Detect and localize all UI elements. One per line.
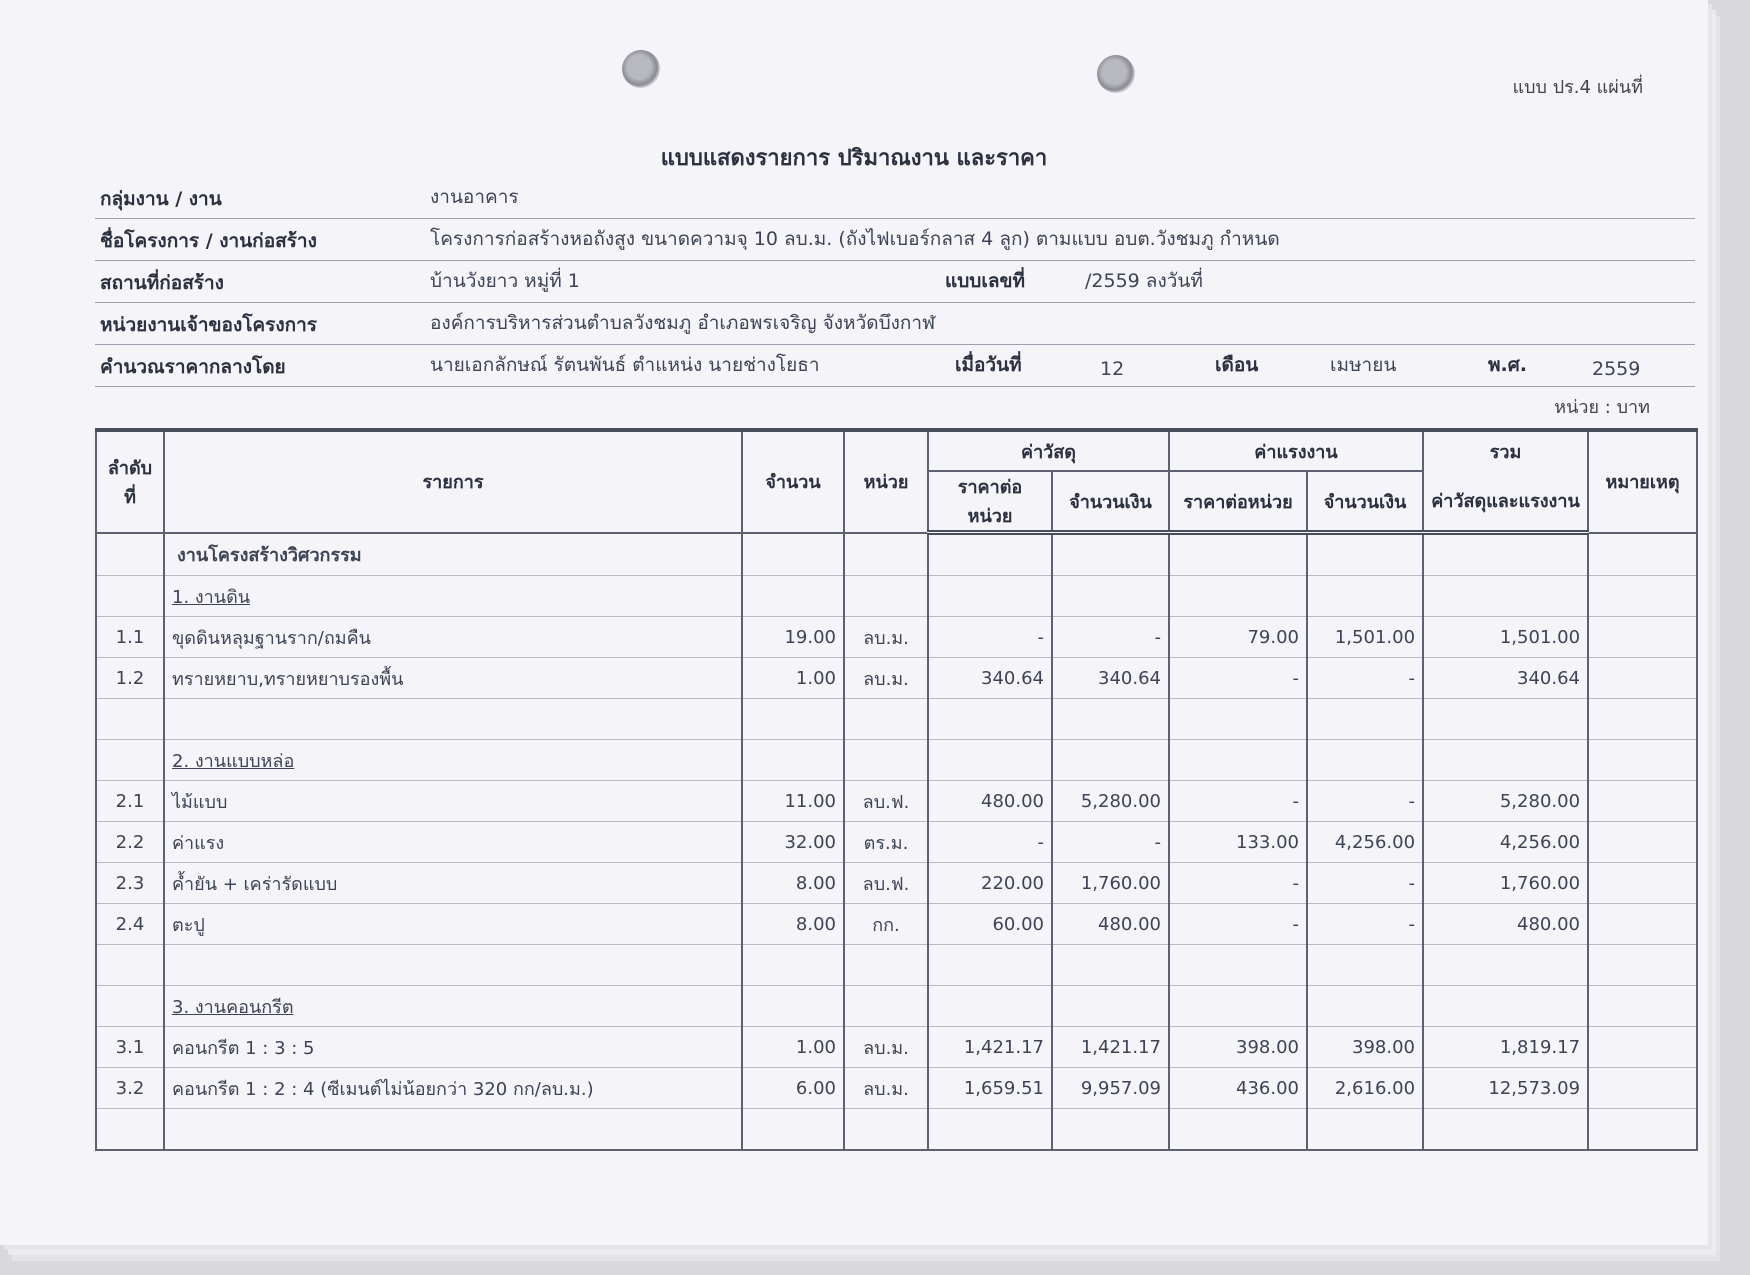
row-mat-amount: [1052, 1109, 1169, 1151]
row-qty: [742, 740, 844, 781]
row-total: 1,819.17: [1423, 1027, 1588, 1068]
row-unit: ลบ.ฟ.: [844, 781, 928, 822]
table-row: [96, 822, 1697, 863]
table-row: [96, 1027, 1697, 1068]
col-total-sub-header: ค่าวัสดุและแรงงาน: [1423, 471, 1588, 533]
row-remark: [1588, 781, 1697, 822]
row-lab-price: [1169, 945, 1307, 986]
row-lab-amount: -: [1307, 781, 1423, 822]
row-desc: ค้ำยัน + เคร่ารัดแบบ: [164, 863, 742, 904]
boq-table: [95, 428, 1698, 1151]
row-total: 1,501.00: [1423, 617, 1588, 658]
row-remark: [1588, 740, 1697, 781]
row-lab-amount: 1,501.00: [1307, 617, 1423, 658]
row-total: 12,573.09: [1423, 1068, 1588, 1109]
row-mat-price: [928, 945, 1052, 986]
row-total: [1423, 740, 1588, 781]
location-label: สถานที่ก่อสร้าง: [100, 272, 224, 294]
punch-hole: [1097, 55, 1135, 93]
row-no: 2.3: [96, 863, 164, 904]
row-qty: 32.00: [742, 822, 844, 863]
row-mat-price: [928, 576, 1052, 617]
project-value: โครงการก่อสร้างหอถังสูง ขนาดความจุ 10 ลบ.ม. (ถังไฟเบอร์กลาส 4 ลูก) ตามแบบ อบต.วังชมภู กำหนด: [430, 228, 1280, 250]
row-lab-amount: [1307, 986, 1423, 1027]
row-lab-price: [1169, 533, 1307, 576]
col-mat-price-header: ราคาต่อหน่วย: [928, 471, 1052, 533]
row-unit: ลบ.ฟ.: [844, 863, 928, 904]
row-unit: ลบ.ม.: [844, 658, 928, 699]
row-lab-amount: 398.00: [1307, 1027, 1423, 1068]
row-no: [96, 699, 164, 740]
project-label: ชื่อโครงการ / งานก่อสร้าง: [100, 230, 317, 252]
row-qty: [742, 1109, 844, 1151]
row-remark: [1588, 1068, 1697, 1109]
table-row: [96, 904, 1697, 945]
plan-number-value: /2559 ลงวันที่: [1085, 270, 1203, 292]
col-unit-header: หน่วย: [844, 430, 928, 533]
form-number: แบบ ปร.4 แผ่นที่: [1512, 77, 1643, 98]
row-remark: [1588, 904, 1697, 945]
row-lab-price: -: [1169, 904, 1307, 945]
row-total: 480.00: [1423, 904, 1588, 945]
col-lab-price-header: ราคาต่อหน่วย: [1169, 471, 1307, 533]
row-qty: [742, 945, 844, 986]
row-desc: งานโครงสร้างวิศวกรรม: [164, 533, 742, 576]
section-row: [96, 533, 1697, 576]
row-remark: [1588, 617, 1697, 658]
row-no: 2.4: [96, 904, 164, 945]
col-total-header: รวม: [1423, 430, 1588, 471]
row-lab-amount: [1307, 576, 1423, 617]
row-remark: [1588, 822, 1697, 863]
row-no: [96, 740, 164, 781]
row-lab-amount: 2,616.00: [1307, 1068, 1423, 1109]
group-row: [96, 740, 1697, 781]
row-mat-amount: [1052, 699, 1169, 740]
row-qty: [742, 533, 844, 576]
col-mat-amount-header: จำนวนเงิน: [1052, 471, 1169, 533]
row-no: 2.2: [96, 822, 164, 863]
row-mat-amount: [1052, 986, 1169, 1027]
row-no: 1.1: [96, 617, 164, 658]
row-mat-price: [928, 740, 1052, 781]
group-row: [96, 576, 1697, 617]
row-lab-price: -: [1169, 658, 1307, 699]
unit-note: หน่วย : บาท: [1554, 397, 1650, 418]
row-mat-price: [928, 699, 1052, 740]
table-row: [96, 1068, 1697, 1109]
row-mat-amount: 5,280.00: [1052, 781, 1169, 822]
owner-label: หน่วยงานเจ้าของโครงการ: [100, 314, 317, 336]
row-desc: ไม้แบบ: [164, 781, 742, 822]
row-qty: [742, 576, 844, 617]
group-value: งานอาคาร: [430, 186, 519, 208]
row-total: 1,760.00: [1423, 863, 1588, 904]
row-unit: [844, 1109, 928, 1151]
row-mat-amount: [1052, 945, 1169, 986]
month-value: เมษายน: [1330, 354, 1397, 376]
row-qty: 8.00: [742, 863, 844, 904]
row-no: [96, 986, 164, 1027]
row-lab-amount: -: [1307, 904, 1423, 945]
header-row-project: [95, 220, 1695, 261]
row-unit: [844, 986, 928, 1027]
blank-row: [96, 699, 1697, 740]
row-total: 4,256.00: [1423, 822, 1588, 863]
row-remark: [1588, 658, 1697, 699]
row-remark: [1588, 699, 1697, 740]
punch-hole: [622, 50, 660, 88]
row-lab-amount: [1307, 699, 1423, 740]
row-desc: 2. งานแบบหล่อ: [164, 740, 742, 781]
row-qty: 1.00: [742, 1027, 844, 1068]
row-qty: 11.00: [742, 781, 844, 822]
row-lab-amount: 4,256.00: [1307, 822, 1423, 863]
row-remark: [1588, 863, 1697, 904]
row-unit: ลบ.ม.: [844, 617, 928, 658]
row-lab-price: -: [1169, 863, 1307, 904]
row-total: [1423, 576, 1588, 617]
row-mat-price: 1,421.17: [928, 1027, 1052, 1068]
table-row: [96, 863, 1697, 904]
row-mat-price: -: [928, 617, 1052, 658]
row-qty: 19.00: [742, 617, 844, 658]
row-mat-amount: 1,760.00: [1052, 863, 1169, 904]
row-no: 2.1: [96, 781, 164, 822]
col-remark-header: หมายเหตุ: [1588, 430, 1697, 533]
row-total: [1423, 1109, 1588, 1151]
row-lab-price: -: [1169, 781, 1307, 822]
row-unit: ตร.ม.: [844, 822, 928, 863]
row-mat-price: -: [928, 822, 1052, 863]
row-unit: [844, 740, 928, 781]
row-mat-amount: 9,957.09: [1052, 1068, 1169, 1109]
row-desc: [164, 1109, 742, 1151]
row-mat-amount: [1052, 576, 1169, 617]
plan-number-label: แบบเลขที่: [945, 270, 1026, 292]
date-day: 12: [1100, 358, 1125, 380]
row-mat-price: [928, 986, 1052, 1027]
row-mat-amount: 1,421.17: [1052, 1027, 1169, 1068]
row-mat-amount: -: [1052, 617, 1169, 658]
row-unit: [844, 533, 928, 576]
row-remark: [1588, 945, 1697, 986]
header-row-group: [95, 178, 1695, 219]
row-mat-price: [928, 533, 1052, 576]
row-unit: [844, 945, 928, 986]
row-no: 3.1: [96, 1027, 164, 1068]
row-remark: [1588, 1027, 1697, 1068]
row-remark: [1588, 1109, 1697, 1151]
row-qty: 6.00: [742, 1068, 844, 1109]
row-mat-price: 340.64: [928, 658, 1052, 699]
col-no-header: ลำดับที่: [96, 430, 164, 533]
row-total: [1423, 533, 1588, 576]
row-lab-price: [1169, 740, 1307, 781]
row-lab-price: [1169, 1109, 1307, 1151]
row-total: 5,280.00: [1423, 781, 1588, 822]
row-lab-amount: [1307, 740, 1423, 781]
row-desc: ขุดดินหลุมฐานราก/ถมคืน: [164, 617, 742, 658]
row-desc: ทรายหยาบ,ทรายหยาบรองพื้น: [164, 658, 742, 699]
row-no: 3.2: [96, 1068, 164, 1109]
row-remark: [1588, 533, 1697, 576]
row-total: [1423, 986, 1588, 1027]
row-mat-amount: 480.00: [1052, 904, 1169, 945]
location-value: บ้านวังยาว หมู่ที่ 1: [430, 270, 580, 292]
row-lab-amount: [1307, 533, 1423, 576]
row-qty: 8.00: [742, 904, 844, 945]
row-mat-price: 60.00: [928, 904, 1052, 945]
table-row: [96, 617, 1697, 658]
table-row: [96, 658, 1697, 699]
row-lab-amount: [1307, 945, 1423, 986]
col-labor-header: ค่าแรงงาน: [1169, 430, 1423, 471]
estimator-label: คำนวณราคากลางโดย: [100, 356, 286, 378]
row-total: [1423, 945, 1588, 986]
row-no: 1.2: [96, 658, 164, 699]
col-lab-amount-header: จำนวนเงิน: [1307, 471, 1423, 533]
col-item-header: รายการ: [164, 430, 742, 533]
row-lab-price: 79.00: [1169, 617, 1307, 658]
row-qty: [742, 699, 844, 740]
row-desc: คอนกรีต 1 : 3 : 5: [164, 1027, 742, 1068]
row-no: [96, 945, 164, 986]
row-unit: ลบ.ม.: [844, 1027, 928, 1068]
header-row-location: [95, 262, 1695, 303]
header-row-owner: [95, 304, 1695, 345]
table-row: [96, 781, 1697, 822]
col-material-header: ค่าวัสดุ: [928, 430, 1169, 471]
row-mat-price: 1,659.51: [928, 1068, 1052, 1109]
row-mat-price: [928, 1109, 1052, 1151]
row-desc: 3. งานคอนกรีต: [164, 986, 742, 1027]
date-label: เมื่อวันที่: [955, 354, 1022, 376]
row-no: [96, 576, 164, 617]
month-label: เดือน: [1215, 354, 1259, 376]
row-lab-price: 436.00: [1169, 1068, 1307, 1109]
row-desc: [164, 699, 742, 740]
boq-body: [96, 533, 1697, 1151]
row-unit: [844, 699, 928, 740]
row-no: [96, 533, 164, 576]
row-lab-price: 133.00: [1169, 822, 1307, 863]
row-mat-amount: 340.64: [1052, 658, 1169, 699]
row-remark: [1588, 576, 1697, 617]
row-desc: คอนกรีต 1 : 2 : 4 (ซีเมนต์ไม่น้อยกว่า 320 กก/ลบ.ม.): [164, 1068, 742, 1109]
row-desc: ค่าแรง: [164, 822, 742, 863]
row-qty: [742, 986, 844, 1027]
owner-value: องค์การบริหารส่วนตำบลวังชมภู อำเภอพรเจริญ จังหวัดบึงกาฬ: [430, 312, 936, 334]
row-lab-price: [1169, 576, 1307, 617]
year-label: พ.ศ.: [1488, 354, 1528, 376]
row-remark: [1588, 986, 1697, 1027]
blank-row: [96, 945, 1697, 986]
row-desc: [164, 945, 742, 986]
row-desc: 1. งานดิน: [164, 576, 742, 617]
row-mat-amount: [1052, 533, 1169, 576]
row-mat-amount: [1052, 740, 1169, 781]
row-desc: ตะปู: [164, 904, 742, 945]
row-unit: ลบ.ม.: [844, 1068, 928, 1109]
blank-row: [96, 1109, 1697, 1151]
row-lab-price: [1169, 699, 1307, 740]
row-unit: [844, 576, 928, 617]
row-no: [96, 1109, 164, 1151]
header-row-estimator: [95, 346, 1695, 387]
row-mat-amount: -: [1052, 822, 1169, 863]
row-lab-amount: -: [1307, 658, 1423, 699]
row-lab-amount: [1307, 1109, 1423, 1151]
row-qty: 1.00: [742, 658, 844, 699]
page-title: แบบแสดงรายการ ปริมาณงาน และราคา: [660, 146, 1048, 171]
row-lab-price: 398.00: [1169, 1027, 1307, 1068]
group-row: [96, 986, 1697, 1027]
estimator-value: นายเอกลักษณ์ รัตนพันธ์ ตำแหน่ง นายช่างโยธา: [430, 354, 820, 376]
row-unit: กก.: [844, 904, 928, 945]
row-lab-amount: -: [1307, 863, 1423, 904]
year-value: 2559: [1592, 358, 1641, 380]
group-label: กลุ่มงาน / งาน: [100, 188, 222, 210]
row-total: 340.64: [1423, 658, 1588, 699]
row-lab-price: [1169, 986, 1307, 1027]
row-total: [1423, 699, 1588, 740]
row-mat-price: 480.00: [928, 781, 1052, 822]
col-qty-header: จำนวน: [742, 430, 844, 533]
row-mat-price: 220.00: [928, 863, 1052, 904]
